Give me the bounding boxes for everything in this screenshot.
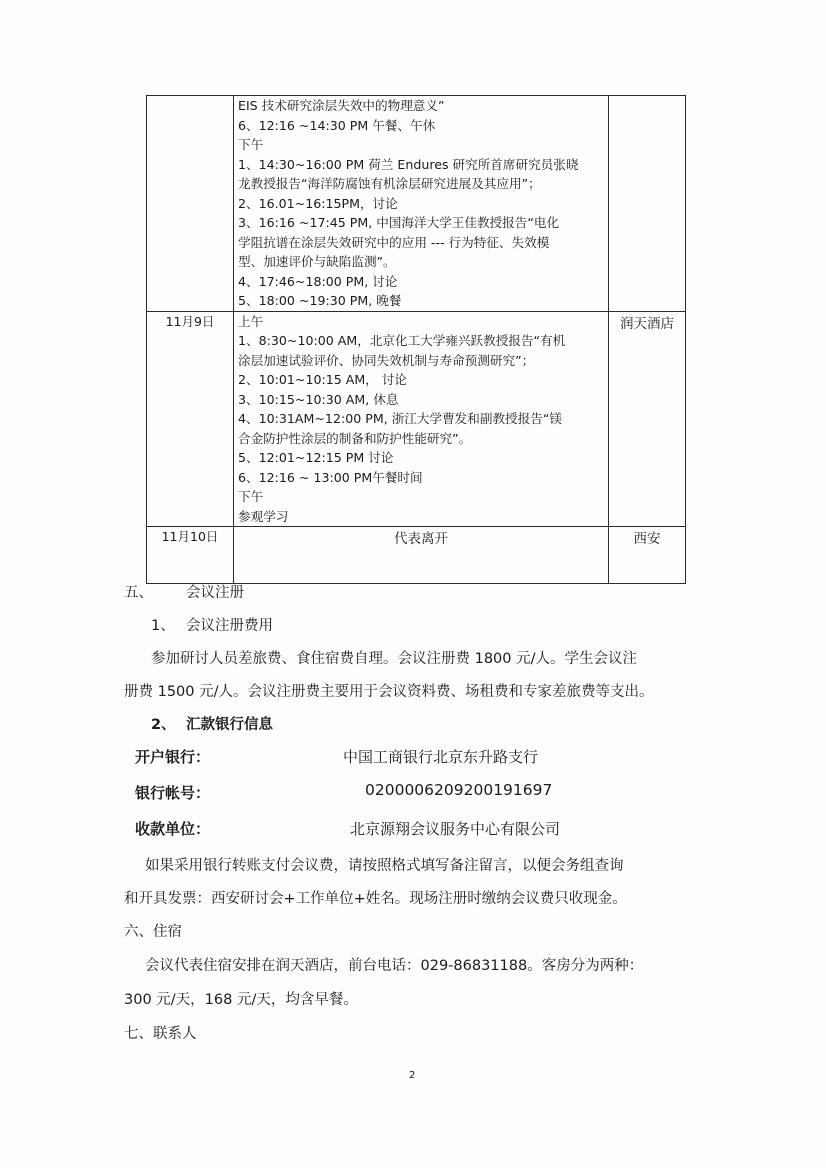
schedule-table — [146, 95, 686, 584]
bank-name-label: 开户银行： — [135, 748, 211, 766]
agenda-line: 上午 — [238, 313, 264, 329]
section7-heading: 七、联系人 — [124, 1026, 197, 1042]
agenda-line: 6、12:16 ~14:30 PM 午餐、午休 — [238, 117, 436, 133]
agenda-line: EIS 技术研究涂层失效中的物理意义” — [238, 98, 445, 113]
agenda-line: 合金防护性涂层的制备和防护性能研究”。 — [238, 430, 472, 446]
agenda-line: 5、18:00 ~19:30 PM, 晚餐 — [238, 293, 402, 308]
section6-heading: 六、住宿 — [124, 924, 182, 940]
agenda-line: 学阻抗谱在涂层失效研究中的应用 --- 行为特征、失效模 — [238, 234, 550, 250]
agenda-line: 涂层加速试验评价、协同失效机制与寿命预测研究”； — [238, 352, 535, 368]
date-cell: 11月9日 — [147, 311, 234, 527]
agenda-cell: 代表离开 — [234, 527, 609, 584]
date-cell — [147, 96, 234, 312]
venue-cell: 润天酒店 — [609, 311, 686, 527]
agenda-cell — [234, 96, 609, 312]
section5-heading: 会议注册 — [186, 585, 244, 601]
agenda-line: 3、10:15~10:30 AM, 休息 — [238, 391, 399, 407]
schedule-row — [147, 96, 686, 312]
agenda-line: 下午 — [238, 137, 264, 152]
payment-note-line: 和开具发票：西安研讨会+工作单位+姓名。现场注册时缴纳会议费只收现金。 — [124, 891, 627, 907]
agenda-line: 3、16:16 ~17:45 PM, 中国海洋大学王佳教授报告“电化 — [238, 215, 560, 230]
fee-paragraph-line: 册费 1500 元/人。会议注册费主要用于会议资料费、场租费和专家差旅费等支出。 — [124, 684, 654, 700]
agenda-line: 型、加速评价与缺陷监测”。 — [238, 254, 396, 269]
agenda-line: 4、17:46~18:00 PM, 讨论 — [238, 273, 398, 289]
bank-name-value: 中国工商银行北京东升路支行 — [343, 748, 539, 766]
agenda-line: 龙教授报告“海洋防腐蚀有机涂层研究进展及其应用”； — [238, 176, 541, 191]
schedule-row — [147, 311, 686, 527]
date-cell: 11月10日 — [147, 527, 234, 584]
agenda-line: 2、10:01~10:15 AM， 讨论 — [238, 372, 408, 387]
agenda-line: 6、12:16 ~ 13:00 PM午餐时间 — [238, 469, 423, 485]
agenda-line: 2、16.01~16:15PM，讨论 — [238, 195, 398, 211]
subsection2-heading: 汇款银行信息 — [186, 717, 273, 733]
agenda-cell — [234, 311, 609, 527]
accommodation-line: 会议代表住宿安排在润天酒店，前台电话：029-86831188。客房分为两种： — [145, 958, 644, 974]
agenda-line: 1、14:30~16:00 PM 荷兰 Endures 研究所首席研究员张晓 — [238, 156, 579, 172]
fee-paragraph-line: 参加研讨人员差旅费、食住宿费自理。会议注册费 1800 元/人。学生会议注 — [151, 651, 638, 667]
subsection2-number: 2、 — [151, 717, 176, 733]
agenda-line: 5、12:01~12:15 PM 讨论 — [238, 450, 394, 465]
venue-cell: 西安 — [609, 527, 686, 584]
agenda-line: 4、10:31AM~12:00 PM, 浙江大学曹发和副教授报告“镁 — [238, 411, 562, 426]
payee-value: 北京源翔会议服务中心有限公司 — [350, 820, 561, 838]
payee-label: 收款单位： — [135, 820, 211, 838]
page-number: 2 — [409, 1070, 416, 1081]
agenda-line: 1、8:30~10:00 AM，北京化工大学雍兴跃教授报告“有机 — [238, 333, 566, 348]
subsection1-number: 1、 — [151, 618, 175, 634]
accommodation-line: 300 元/天，168 元/天，均含早餐。 — [124, 992, 358, 1008]
payment-note-line: 如果采用银行转账支付会议费，请按照格式填写备注留言，以便会务组查询 — [145, 858, 624, 874]
venue-cell — [609, 96, 686, 312]
agenda-line: 下午 — [238, 489, 264, 504]
account-number-value: 0200006209200191697 — [365, 781, 553, 799]
subsection1-heading: 会议注册费用 — [186, 618, 273, 634]
account-number-label: 银行帐号： — [135, 784, 211, 802]
agenda-line: 参观学习 — [238, 508, 289, 524]
schedule-row — [147, 527, 686, 584]
section5-number: 五、 — [124, 585, 153, 601]
